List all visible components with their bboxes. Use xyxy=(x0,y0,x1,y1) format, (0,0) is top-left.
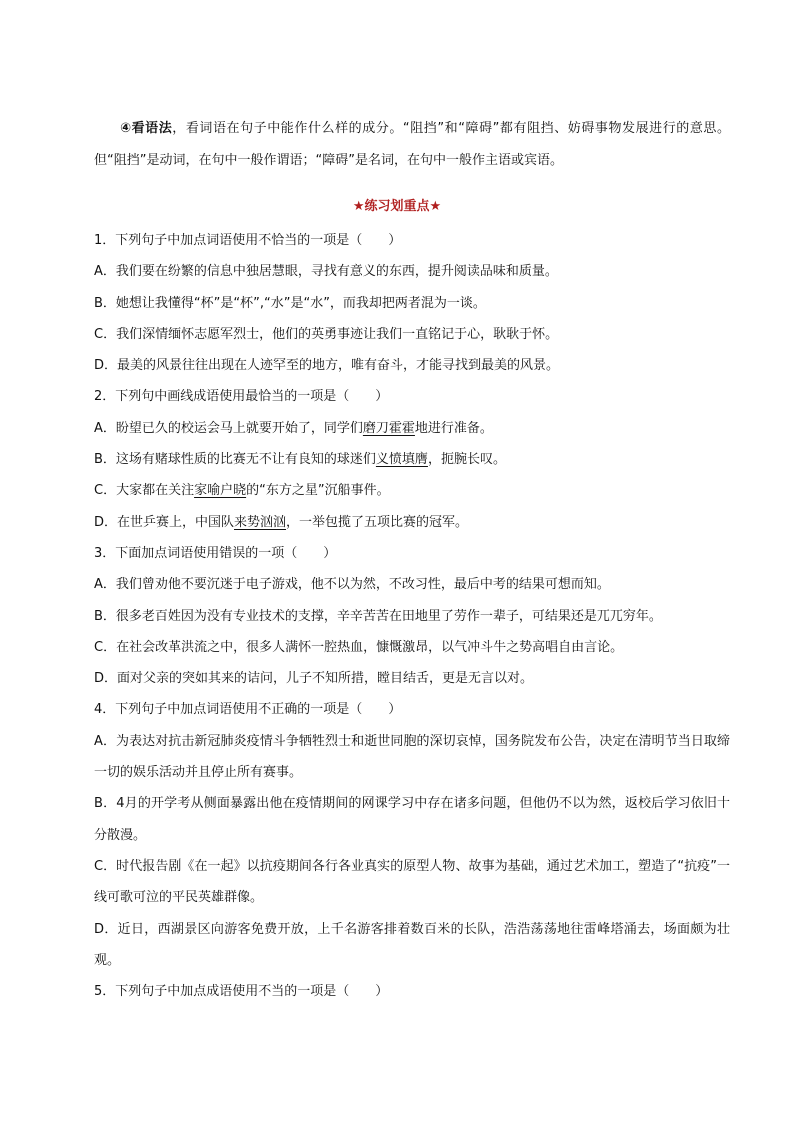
question-2-option-a xyxy=(94,413,730,444)
option-text: 的“东方之星”沉船事件。 xyxy=(246,483,390,499)
question-3-option-a: A．我们曾劝他不要沉迷于电子游戏，他不以为然，不改习性，最后中考的结果可想而知。 xyxy=(94,577,610,593)
question-3-option-d: D．面对父亲的突如其来的诘问，儿子不知所措，瞠目结舌，更是无言以对。 xyxy=(94,671,534,687)
question-2-option-c xyxy=(94,475,730,506)
option-text: A．盼望已久的校运会马上就要开始了，同学们 xyxy=(94,420,363,436)
underlined-idiom: 磨刀霍霍 xyxy=(362,420,415,436)
question-3-option-c: C．在社会改革洪流之中，很多人满怀一腔热血，慷慨激昂，以气冲斗牛之势高唱自由言论。 xyxy=(94,639,624,655)
option-text: B．这场有赌球性质的比赛无不让有良知的球迷们 xyxy=(94,452,376,468)
question-2-option-b xyxy=(94,444,730,475)
question-list xyxy=(94,225,730,1007)
option-text: ，一举包揽了五项比赛的冠军。 xyxy=(286,514,469,530)
option-text: 地进行准备。 xyxy=(414,420,493,436)
question-1-option-d: D．最美的风景往往出现在人迹罕至的地方，唯有奋斗，才能寻找到最美的风景。 xyxy=(94,358,560,374)
grammar-tip-paragraph xyxy=(94,113,730,177)
question-1-stem: 1．下列句子中加点词语使用不恰当的一项是（ ） xyxy=(94,233,402,248)
option-text: ，扼腕长叹。 xyxy=(427,452,506,468)
option-text: C．大家都在关注 xyxy=(94,483,195,499)
option-text: D．在世乒赛上，中国队 xyxy=(94,514,235,530)
question-4-option-a: A．为表达对抗击新冠肺炎疫情斗争牺牲烈士和逝世同胞的深切哀悼，国务院发布公告，决定在清明节当日取缔一切的娱乐活动并且停止所有赛事。 xyxy=(94,733,730,781)
question-3-stem: 3．下面加点词语使用错误的一项（ ） xyxy=(94,545,337,561)
question-1-option-c: C．我们深情缅怀志愿军烈士，他们的英勇事迹让我们一直铭记于心，耿耿于怀。 xyxy=(94,326,559,342)
question-5-stem: 5．下列句子中加点成语使用不当的一项是（ ） xyxy=(94,984,389,1000)
question-2-stem: 2．下列句中画线成语使用最恰当的一项是（ ） xyxy=(94,389,389,405)
question-1-option-b: B．她想让我懂得“杯”是“杯”,“水”是“水”，而我却把两者混为一谈。 xyxy=(94,295,486,311)
question-4-stem: 4．下列句子中加点词语使用不正确的一项是（ ） xyxy=(94,702,402,718)
grammar-tip-lead: ④看语法 xyxy=(120,121,173,136)
underlined-idiom: 来势汹汹 xyxy=(234,514,287,530)
question-3-option-b: B．很多老百姓因为没有专业技术的支撑，辛辛苦苦在田地里了劳作一辈子，可结果还是兀兀穷年。 xyxy=(94,608,662,624)
question-2-option-d xyxy=(94,507,730,538)
question-4-option-b: B．4月的开学考从侧面暴露出他在疫情期间的网课学习中存在诸多问题，但他仍不以为然，返校后学习依旧十分散漫。 xyxy=(94,796,730,843)
underlined-idiom: 家喻户晓 xyxy=(194,483,247,499)
question-4-option-d: D．近日，西湖景区向游客免费开放，上千名游客排着数百米的长队，浩浩荡荡地往雷峰塔涌去，场面颇为壮观。 xyxy=(94,921,730,968)
grammar-tip-text: ，看词语在句子中能作什么样的成分。“阻挡”和“障碍”都有阻挡、妨碍事物发展进行的意思。但“阻挡”是动词，在句中一般作谓语；“障碍”是名词，在句中一般作主语或宾语。 xyxy=(94,121,730,168)
underlined-idiom: 义愤填膺 xyxy=(375,452,428,468)
section-title: ★练习划重点★ xyxy=(352,199,442,214)
question-1-option-a: A．我们要在纷繁的信息中独居慧眼，寻找有意义的东西，提升阅读品味和质量。 xyxy=(94,264,558,280)
question-4-option-c: C．时代报告剧《在一起》以抗疫期间各行各业真实的原型人物、故事为基础，通过艺术加工，塑造了“抗疫”一线可歌可泣的平民英雄群像。 xyxy=(94,858,730,906)
